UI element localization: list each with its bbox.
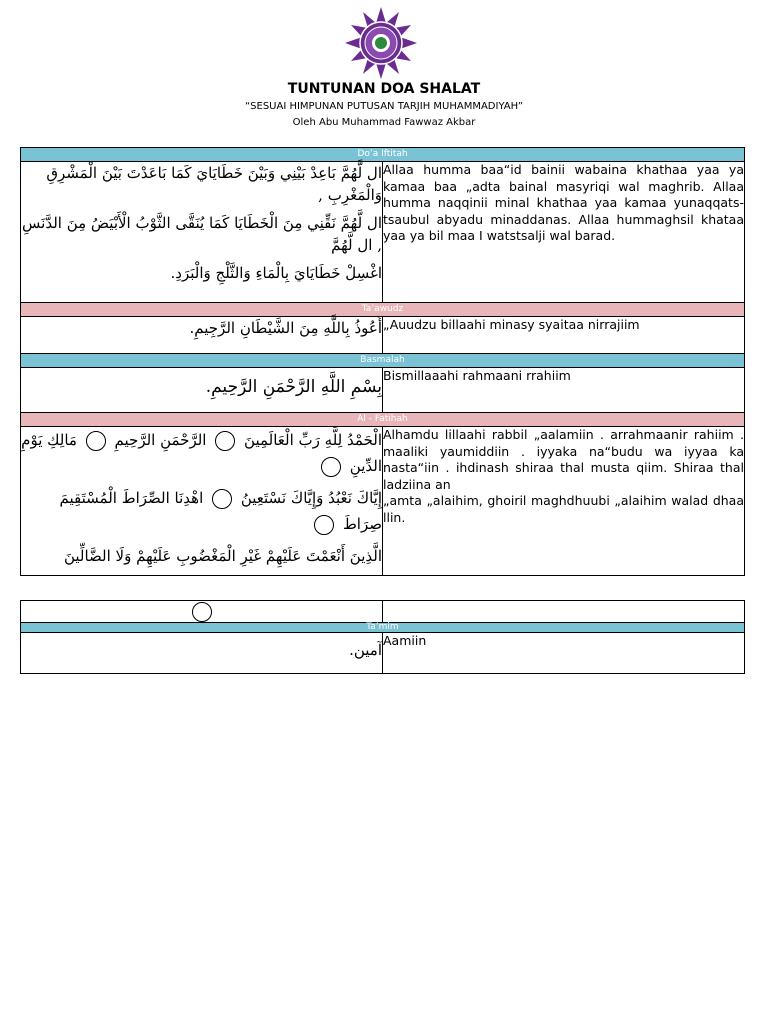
latin-text-cell: Allaa humma baa“id bainii wabaina khathaa yaa ya kamaa baa „adta bainal masyriqi wal maghrib. Allaa humma naqqinii minal khathaa yaa kamaa yunaqqats- tsaubul abyadu minaddanas. Allaa hummaghsil khataa yaa ya bil maa I watstsalji wal barad. (383, 162, 745, 303)
ayah-text: اهْدِنَا الصِّرَاطَ الْمُسْتَقِيمَ (59, 489, 204, 507)
section-header-tamim (21, 622, 745, 632)
section-heading: Ta’awudz (21, 303, 745, 317)
arabic-line: أَعُوذُ بِاللَّهِ مِنَ الشَّيْطَانِ الرَّجِيمِ. (189, 319, 382, 337)
ayah-text: مَالِكِ يَوْمِ الدِّينِ (21, 431, 382, 475)
latin-text-cell: Aamiin (383, 632, 745, 673)
arabic-line: اغْسِلْ خَطَايَايَ بِالْمَاءِ وَالثَّلْجِ وَالْبَرَدِ. (170, 264, 382, 282)
section-header-fatihah (21, 413, 745, 427)
arabic-text-cell (21, 368, 383, 413)
section-header-taawudz (21, 303, 745, 317)
section-row-fatihah (21, 427, 745, 576)
latin-line: Alhamdu lillaahi rabbil „aalamiin . arrahmaanir rahiim . maaliki yaumiddiin . iyyaka na“budu wa iyyaa ka nasta“iin . ihdinash shiraa thal musta qiim. Shiraa thal ladziina an (383, 427, 744, 492)
latin-text-cell (383, 427, 745, 576)
arabic-line: ال لَّهُمَّ بَاعِدْ بَيْنِي وَبَيْنَ خَطَايَايَ كَمَا بَاعَدْتَ بَيْنَ الْمَشْرِقِ وَالْمَغْرِبِ , (46, 164, 382, 204)
ayah-end-marker-icon (215, 431, 235, 451)
arabic-line (21, 485, 382, 537)
ayah-end-marker-icon (321, 457, 341, 477)
ayah-end-marker-icon (86, 431, 106, 451)
ayah-text: إِيَّاكَ نَعْبُدُ وَإِيَّاكَ نَسْتَعِينُ (240, 489, 382, 507)
section-header-iftitah (21, 148, 745, 162)
section-row-tamim (21, 632, 745, 673)
ayah-end-row (21, 601, 745, 623)
arabic-line (21, 427, 382, 479)
prayer-table-continued (20, 600, 745, 674)
section-heading: Ta’mim (21, 622, 745, 632)
latin-text-cell: „Auudzu billaahi minasy syaitaa nirrajiim (383, 317, 745, 354)
arabic-line: بِسْمِ اللَّهِ الرَّحْمَنِ الرَّحِيمِ. (205, 377, 382, 397)
arabic-text-cell (21, 632, 383, 673)
page-title: TUNTUNAN DOA SHALAT (287, 81, 481, 97)
section-header-basmalah (21, 354, 745, 368)
ayah-end-marker-icon (314, 515, 334, 535)
arabic-line: آمين. (349, 640, 382, 659)
arabic-line: الَّذِينَ أَنْعَمْتَ عَلَيْهِمْ غَيْرِ الْمَغْضُوبِ عَلَيْهِمْ وَلَا الضَّالِّينَ (63, 547, 382, 565)
section-heading: Basmalah (21, 354, 745, 368)
arabic-text-cell (21, 317, 383, 354)
latin-line: „amta „alaihim, ghoiril maghdhuubi „alaihim walad dhaa llin. (383, 493, 744, 525)
section-heading: Al - Fatihah (21, 413, 745, 427)
ayah-end-marker-icon (192, 602, 212, 622)
section-row-taawudz (21, 317, 745, 354)
page-subtitle: “SESUAI HIMPUNAN PUTUSAN TARJIH MUHAMMADIYAH” (244, 101, 524, 112)
ayah-end-marker-icon (212, 489, 232, 509)
prayer-table (20, 147, 745, 576)
ayah-text: الْحَمْدُ لِلَّهِ رَبِّ الْعَالَمِينَ (244, 431, 382, 449)
muhammadiyah-logo (343, 6, 419, 80)
arabic-line: ال لَّهُمَّ نَقِّنِي مِنَ الْخَطَايَا كَمَا يُنَقَّى الثَّوْبُ الْأَبْيَضُ مِنَ الدَّنَسِ , ال لَّهُمَّ (22, 214, 382, 254)
ayah-text: صِرَاطَ (342, 515, 382, 533)
ayah-text: الرَّحْمَنِ الرَّحِيمِ (114, 431, 207, 449)
section-heading: Do’a Iftitah (21, 148, 745, 162)
arabic-text-cell (21, 427, 383, 576)
latin-text-cell: Bismillaaahi rahmaani rrahiim (383, 368, 745, 413)
arabic-text-cell (21, 162, 383, 303)
page-author: Oleh Abu Muhammad Fawwaz Akbar (292, 117, 476, 128)
arabic-text-cell (21, 601, 383, 623)
section-row-basmalah (21, 368, 745, 413)
latin-text-cell (383, 601, 745, 623)
section-row-iftitah (21, 162, 745, 303)
